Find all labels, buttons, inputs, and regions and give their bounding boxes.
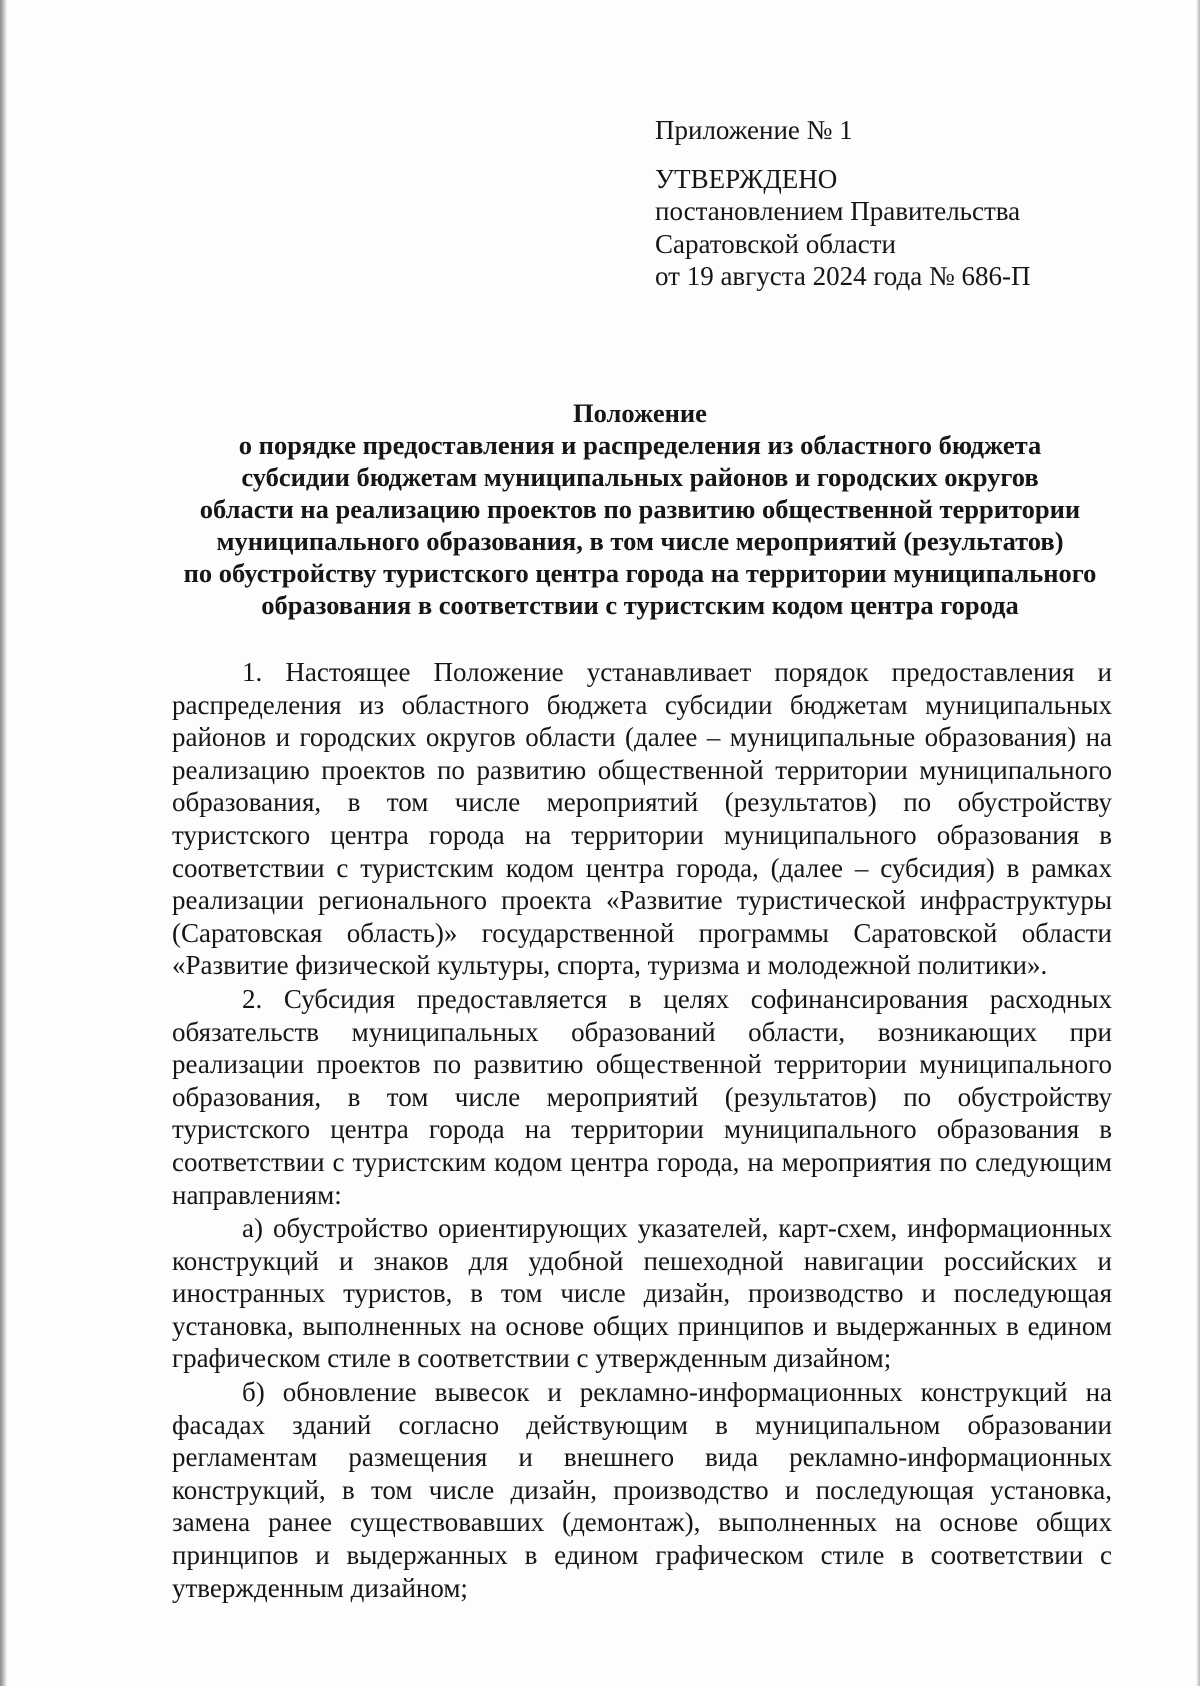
title-line: муниципального образования, в том числе мероприятий (результатов) xyxy=(216,526,1064,556)
title-line: области на реализацию проектов по развитию общественной территории xyxy=(199,494,1081,524)
paragraph-2: 2. Субсидия предоставляется в целях софинансирования расходных обязательств муниципальных образований области, возникающих при реализации проектов по развитию общественной территории муниципального образования, в том числе мероприятий (результатов) по обустройству туристского центра города на территории муниципального образования в соответствии с туристским кодом центра города, на мероприятия по следующим направлениям: xyxy=(172,983,1112,1210)
title-line: субсидии бюджетам муниципальных районов и городских округов xyxy=(241,462,1039,492)
approved-date-line: от 19 августа 2024 года № 686-П xyxy=(655,261,1031,291)
title-heading: Положение xyxy=(573,398,707,428)
document-body xyxy=(172,656,1112,1604)
title-line: о порядке предоставления и распределения из областного бюджета xyxy=(238,430,1042,460)
paragraph-2b: б) обновление вывесок и рекламно-информационных конструкций на фасадах зданий согласно действующим в муниципальном образовании регламентам размещения и внешнего вида рекламно-информационных конструкций, в том числе дизайн, производство и последующая установка, замена ранее существовавших (демонтаж), выполненных на основе общих принципов и выдержанных в едином графическом стиле в соответствии с утвержденным дизайном; xyxy=(172,1377,1112,1603)
appendix-number: Приложение № 1 xyxy=(655,115,853,145)
paragraph-1: 1. Настоящее Положение устанавливает порядок предоставления и распределения из областного бюджета субсидии бюджетам муниципальных районов и городских округов области (далее – муниципальные образования) на реализацию проектов по развитию общественной территории муниципального образования, в том числе мероприятий (результатов) по обустройству туристского центра города на территории муниципального образования в соответствии с туристским кодом центра города, (далее – субсидия) в рамках реализации регионального проекта «Развитие туристической инфраструктуры (Саратовская область)» государственной программы Саратовской области «Развитие физической культуры, спорта, туризма и молодежной политики». xyxy=(172,657,1112,981)
scan-edge-left xyxy=(0,0,7,1686)
approved-label: УТВЕРЖДЕНО xyxy=(655,163,838,194)
scan-edge-right xyxy=(1196,0,1200,1686)
approval-stamp xyxy=(655,114,1135,293)
title-line: образования в соответствии с туристским кодом центра города xyxy=(261,590,1019,620)
approved-region-line: Саратовской области xyxy=(655,228,896,259)
paragraph-2a: а) обустройство ориентирующих указателей, карт-схем, информационных конструкций и знаков для удобной пешеходной навигации российских и иностранных туристов, в том числе дизайн, производство и последующая установка, выполненных на основе общих принципов и выдержанных в едином графическом стиле в соответствии с утвержденным дизайном; xyxy=(172,1213,1112,1374)
approved-by-line: постановлением Правительства xyxy=(655,196,1021,226)
document-title xyxy=(150,397,1130,621)
title-line: по обустройству туристского центра города на территории муниципального xyxy=(183,558,1097,588)
